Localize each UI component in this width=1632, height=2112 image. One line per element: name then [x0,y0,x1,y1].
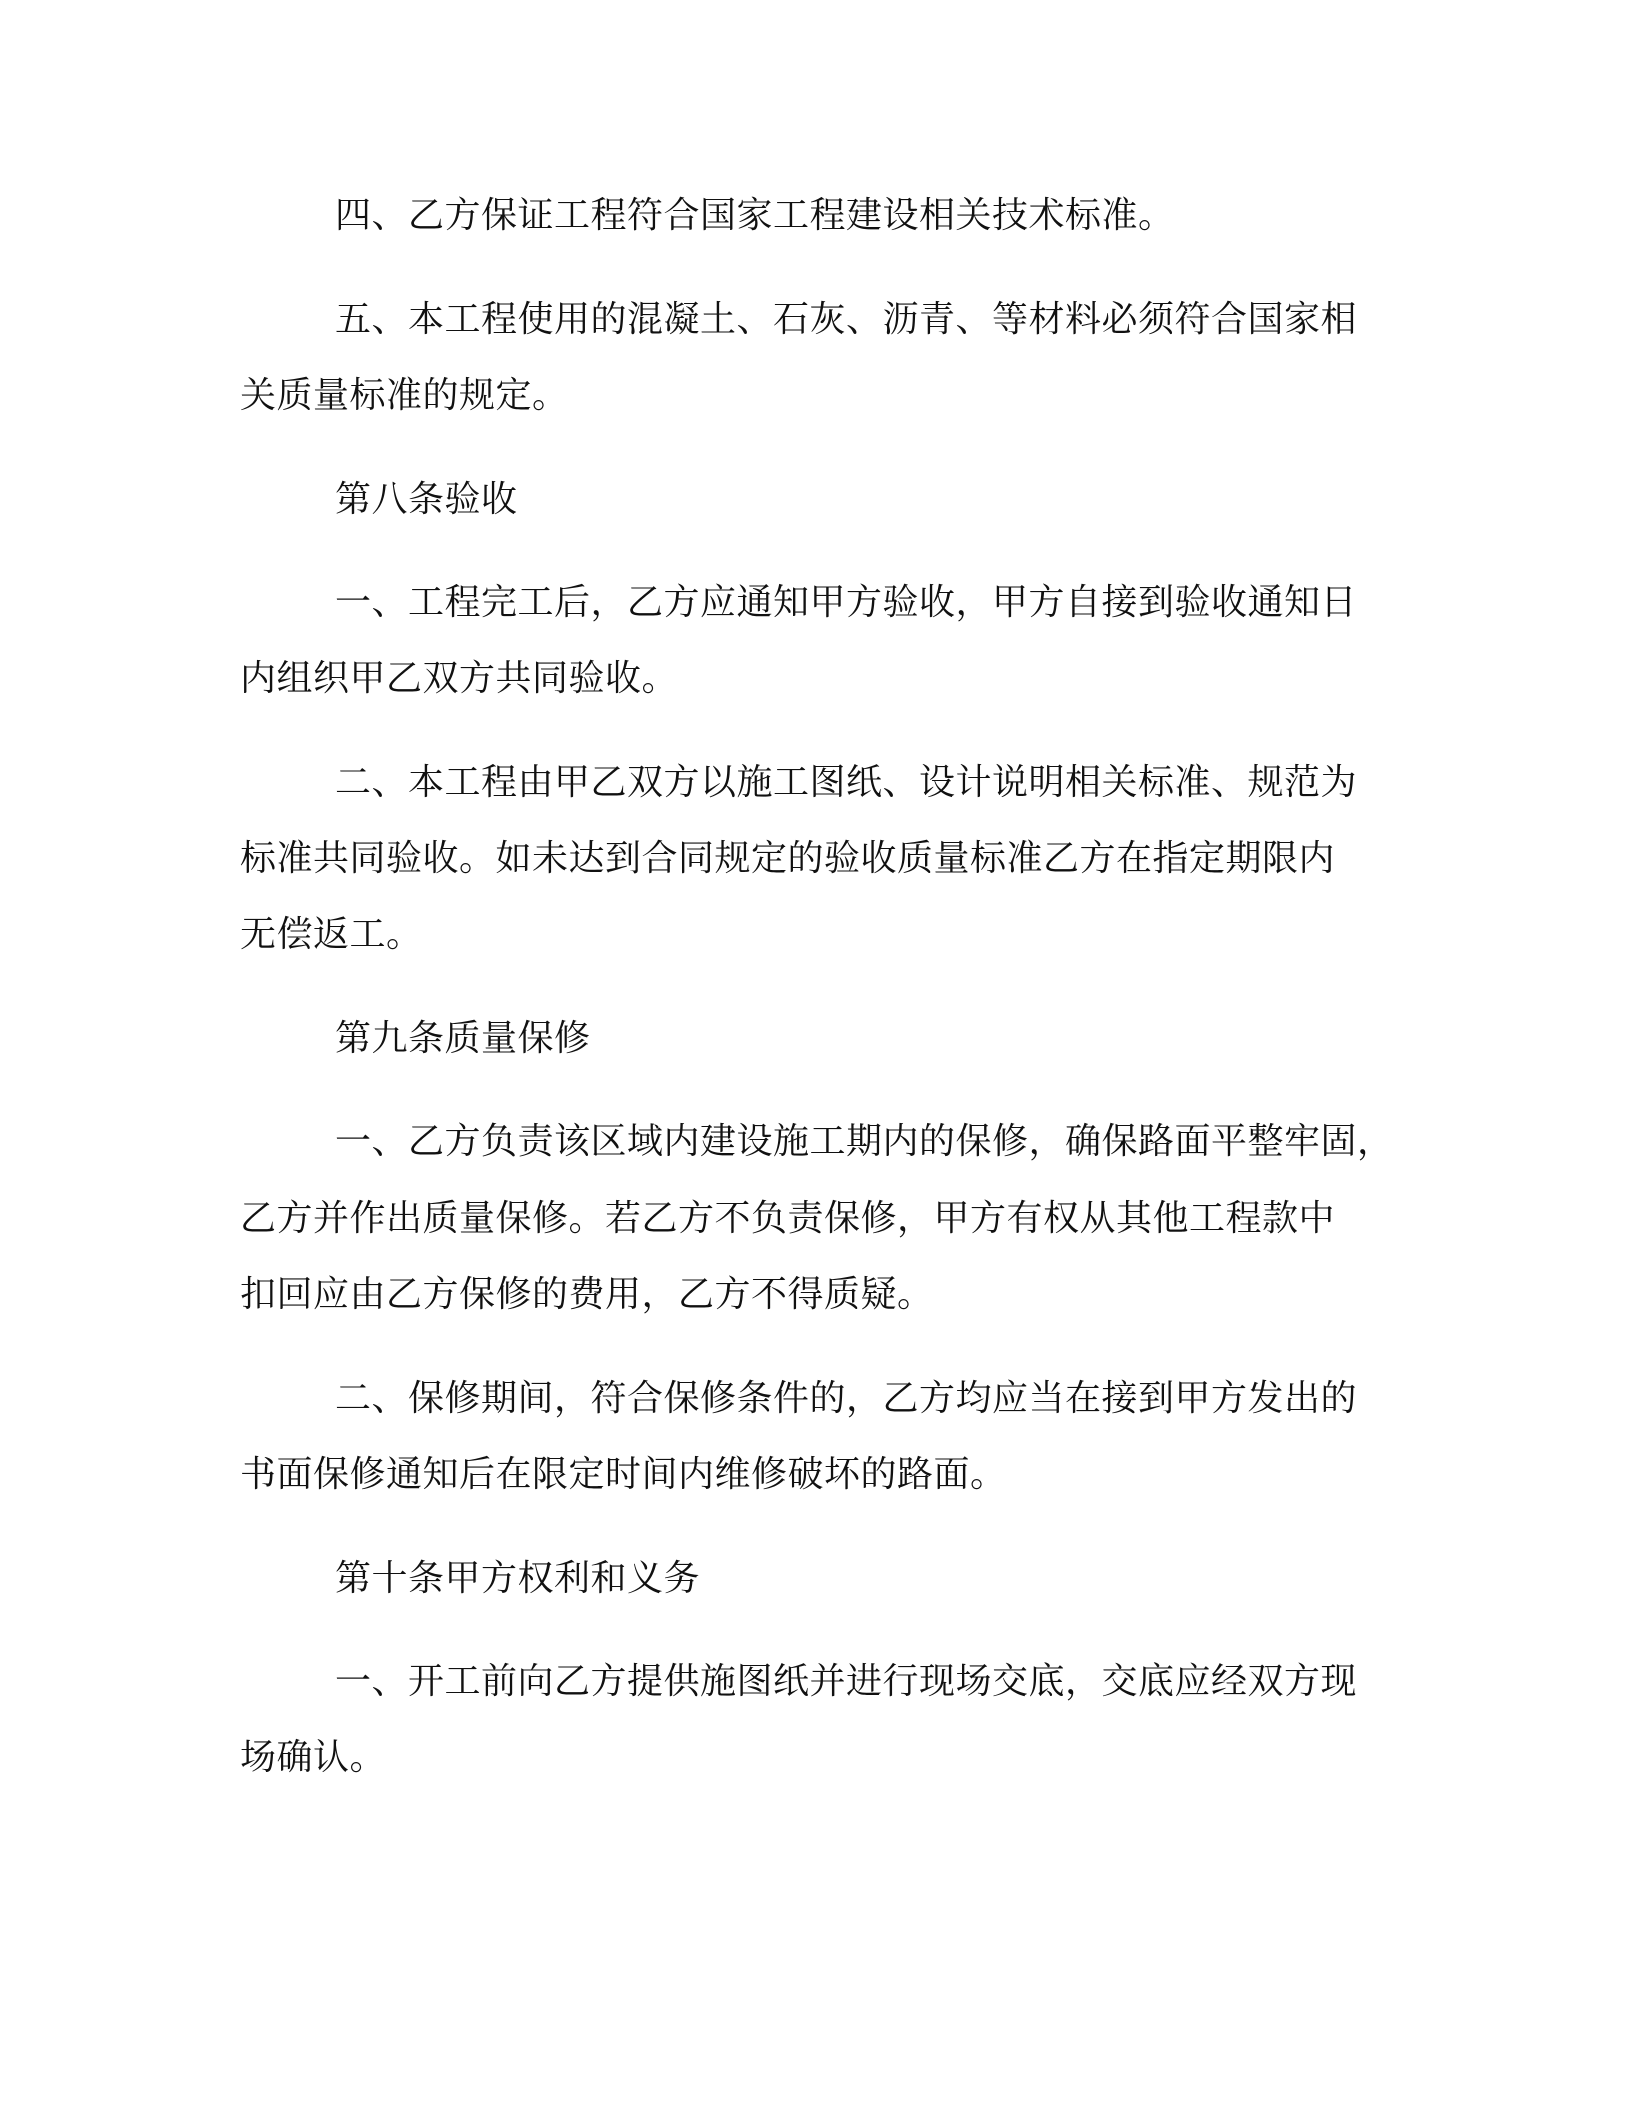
article-8-item-2-line-3: 无偿返工。 [240,914,423,955]
clause-4-paragraph: 四、乙方保证工程符合国家工程建设相关技术标准。 [335,195,1175,236]
article-9-item-2-line-1: 二、保修期间，符合保修条件的，乙方均应当在接到甲方发出的 [335,1378,1358,1419]
article-8-item-2-line-1: 二、本工程由甲乙双方以施工图纸、设计说明相关标准、规范为 [335,762,1358,803]
article-9-heading: 第九条质量保修 [335,1018,591,1059]
clause-5-paragraph-line-2: 关质量标准的规定。 [240,375,569,416]
article-10-item-1-line-1: 一、开工前向乙方提供施图纸并进行现场交底，交底应经双方现 [335,1661,1358,1702]
article-9-item-2-line-2: 书面保修通知后在限定时间内维修破坏的路面。 [240,1454,1007,1495]
article-9-item-1-line-2: 乙方并作出质量保修。若乙方不负责保修，甲方有权从其他工程款中 [240,1198,1336,1239]
article-8-item-2-line-2: 标准共同验收。如未达到合同规定的验收质量标准乙方在指定期限内 [240,838,1336,879]
article-8-heading: 第八条验收 [335,479,518,520]
article-9-item-1-line-3: 扣回应由乙方保修的费用，乙方不得质疑。 [240,1274,934,1315]
article-10-heading: 第十条甲方权利和义务 [335,1558,701,1599]
article-9-item-1-line-1: 一、乙方负责该区域内建设施工期内的保修，确保路面平整牢固， [335,1121,1394,1162]
article-8-item-1-line-1: 一、工程完工后，乙方应通知甲方验收，甲方自接到验收通知日 [335,582,1358,623]
clause-5-paragraph-line-1: 五、本工程使用的混凝土、石灰、沥青、等材料必须符合国家相 [335,299,1358,340]
article-8-item-1-line-2: 内组织甲乙双方共同验收。 [240,658,679,699]
article-10-item-1-line-2: 场确认。 [240,1737,387,1778]
